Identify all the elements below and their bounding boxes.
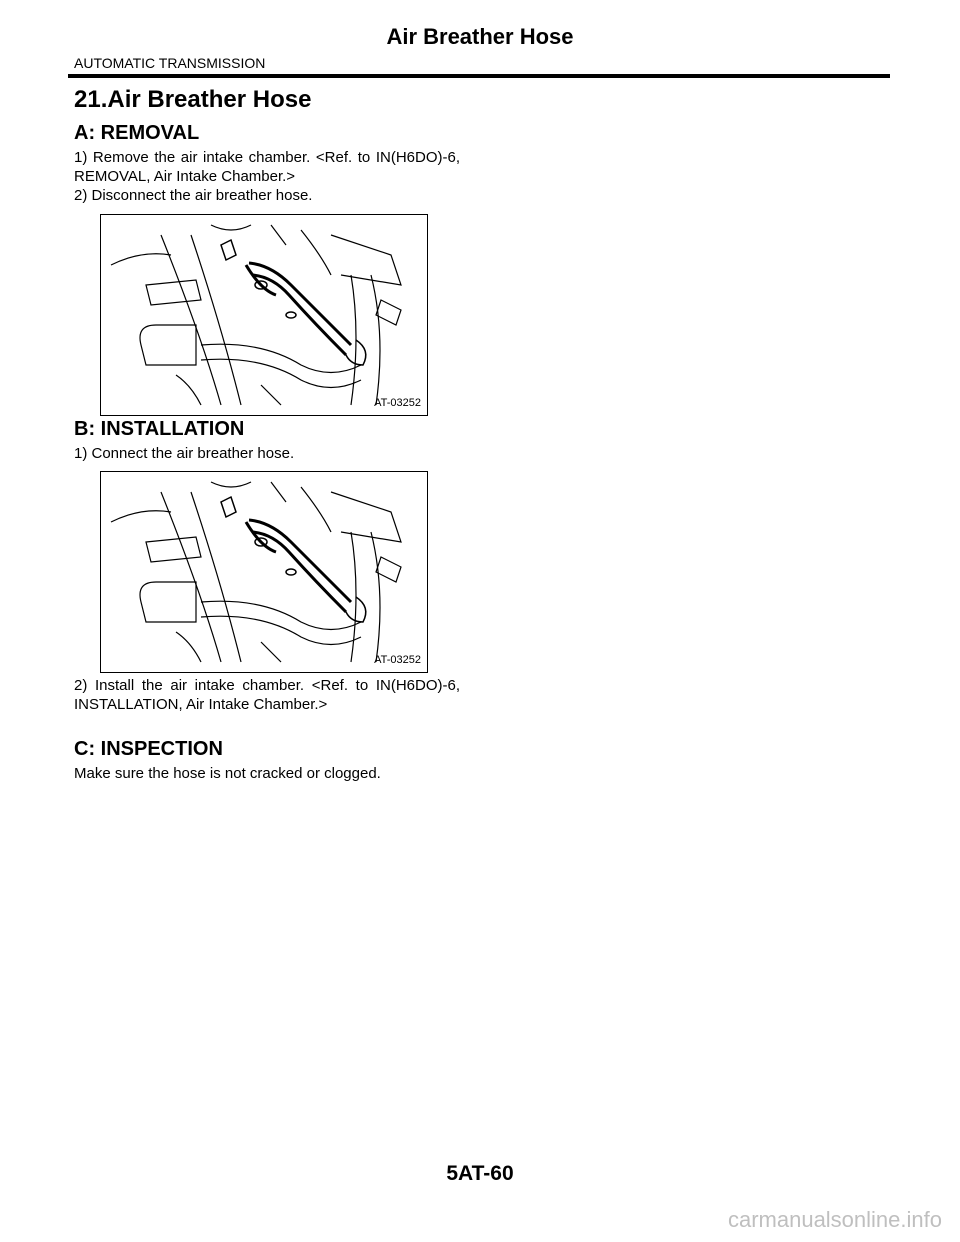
removal-figure-code: AT-03252 bbox=[374, 397, 421, 409]
watermark: carmanualsonline.info bbox=[727, 1207, 942, 1232]
installation-step-2: 2) Install the air intake chamber. <Ref. to IN(H6DO)-6, INSTALLATION, Air Intake Chamber.> bbox=[74, 677, 460, 713]
removal-heading: A: REMOVAL bbox=[74, 122, 200, 144]
installation-figure bbox=[100, 471, 428, 673]
installation-step-1: 1) Connect the air breather hose. bbox=[74, 445, 295, 462]
removal-figure bbox=[100, 214, 428, 416]
removal-step-1: 1) Remove the air intake chamber. <Ref. to IN(H6DO)-6, REMOVAL, Air Intake Chamber.> bbox=[74, 149, 460, 185]
page-header-title: Air Breather Hose bbox=[386, 24, 574, 49]
installation-heading: B: INSTALLATION bbox=[74, 418, 245, 440]
inspection-heading: C: INSPECTION bbox=[74, 738, 223, 760]
installation-figure-code: AT-03252 bbox=[374, 654, 421, 666]
main-heading: 21.Air Breather Hose bbox=[74, 86, 312, 113]
hose-illustration-1 bbox=[101, 215, 427, 415]
removal-step-2: 2) Disconnect the air breather hose. bbox=[74, 187, 313, 204]
page-number: 5AT-60 bbox=[446, 1162, 514, 1185]
header-divider bbox=[68, 74, 890, 78]
inspection-text: Make sure the hose is not cracked or clogged. bbox=[74, 765, 381, 782]
page-header-section: AUTOMATIC TRANSMISSION bbox=[74, 55, 266, 71]
hose-illustration-2 bbox=[101, 472, 427, 672]
